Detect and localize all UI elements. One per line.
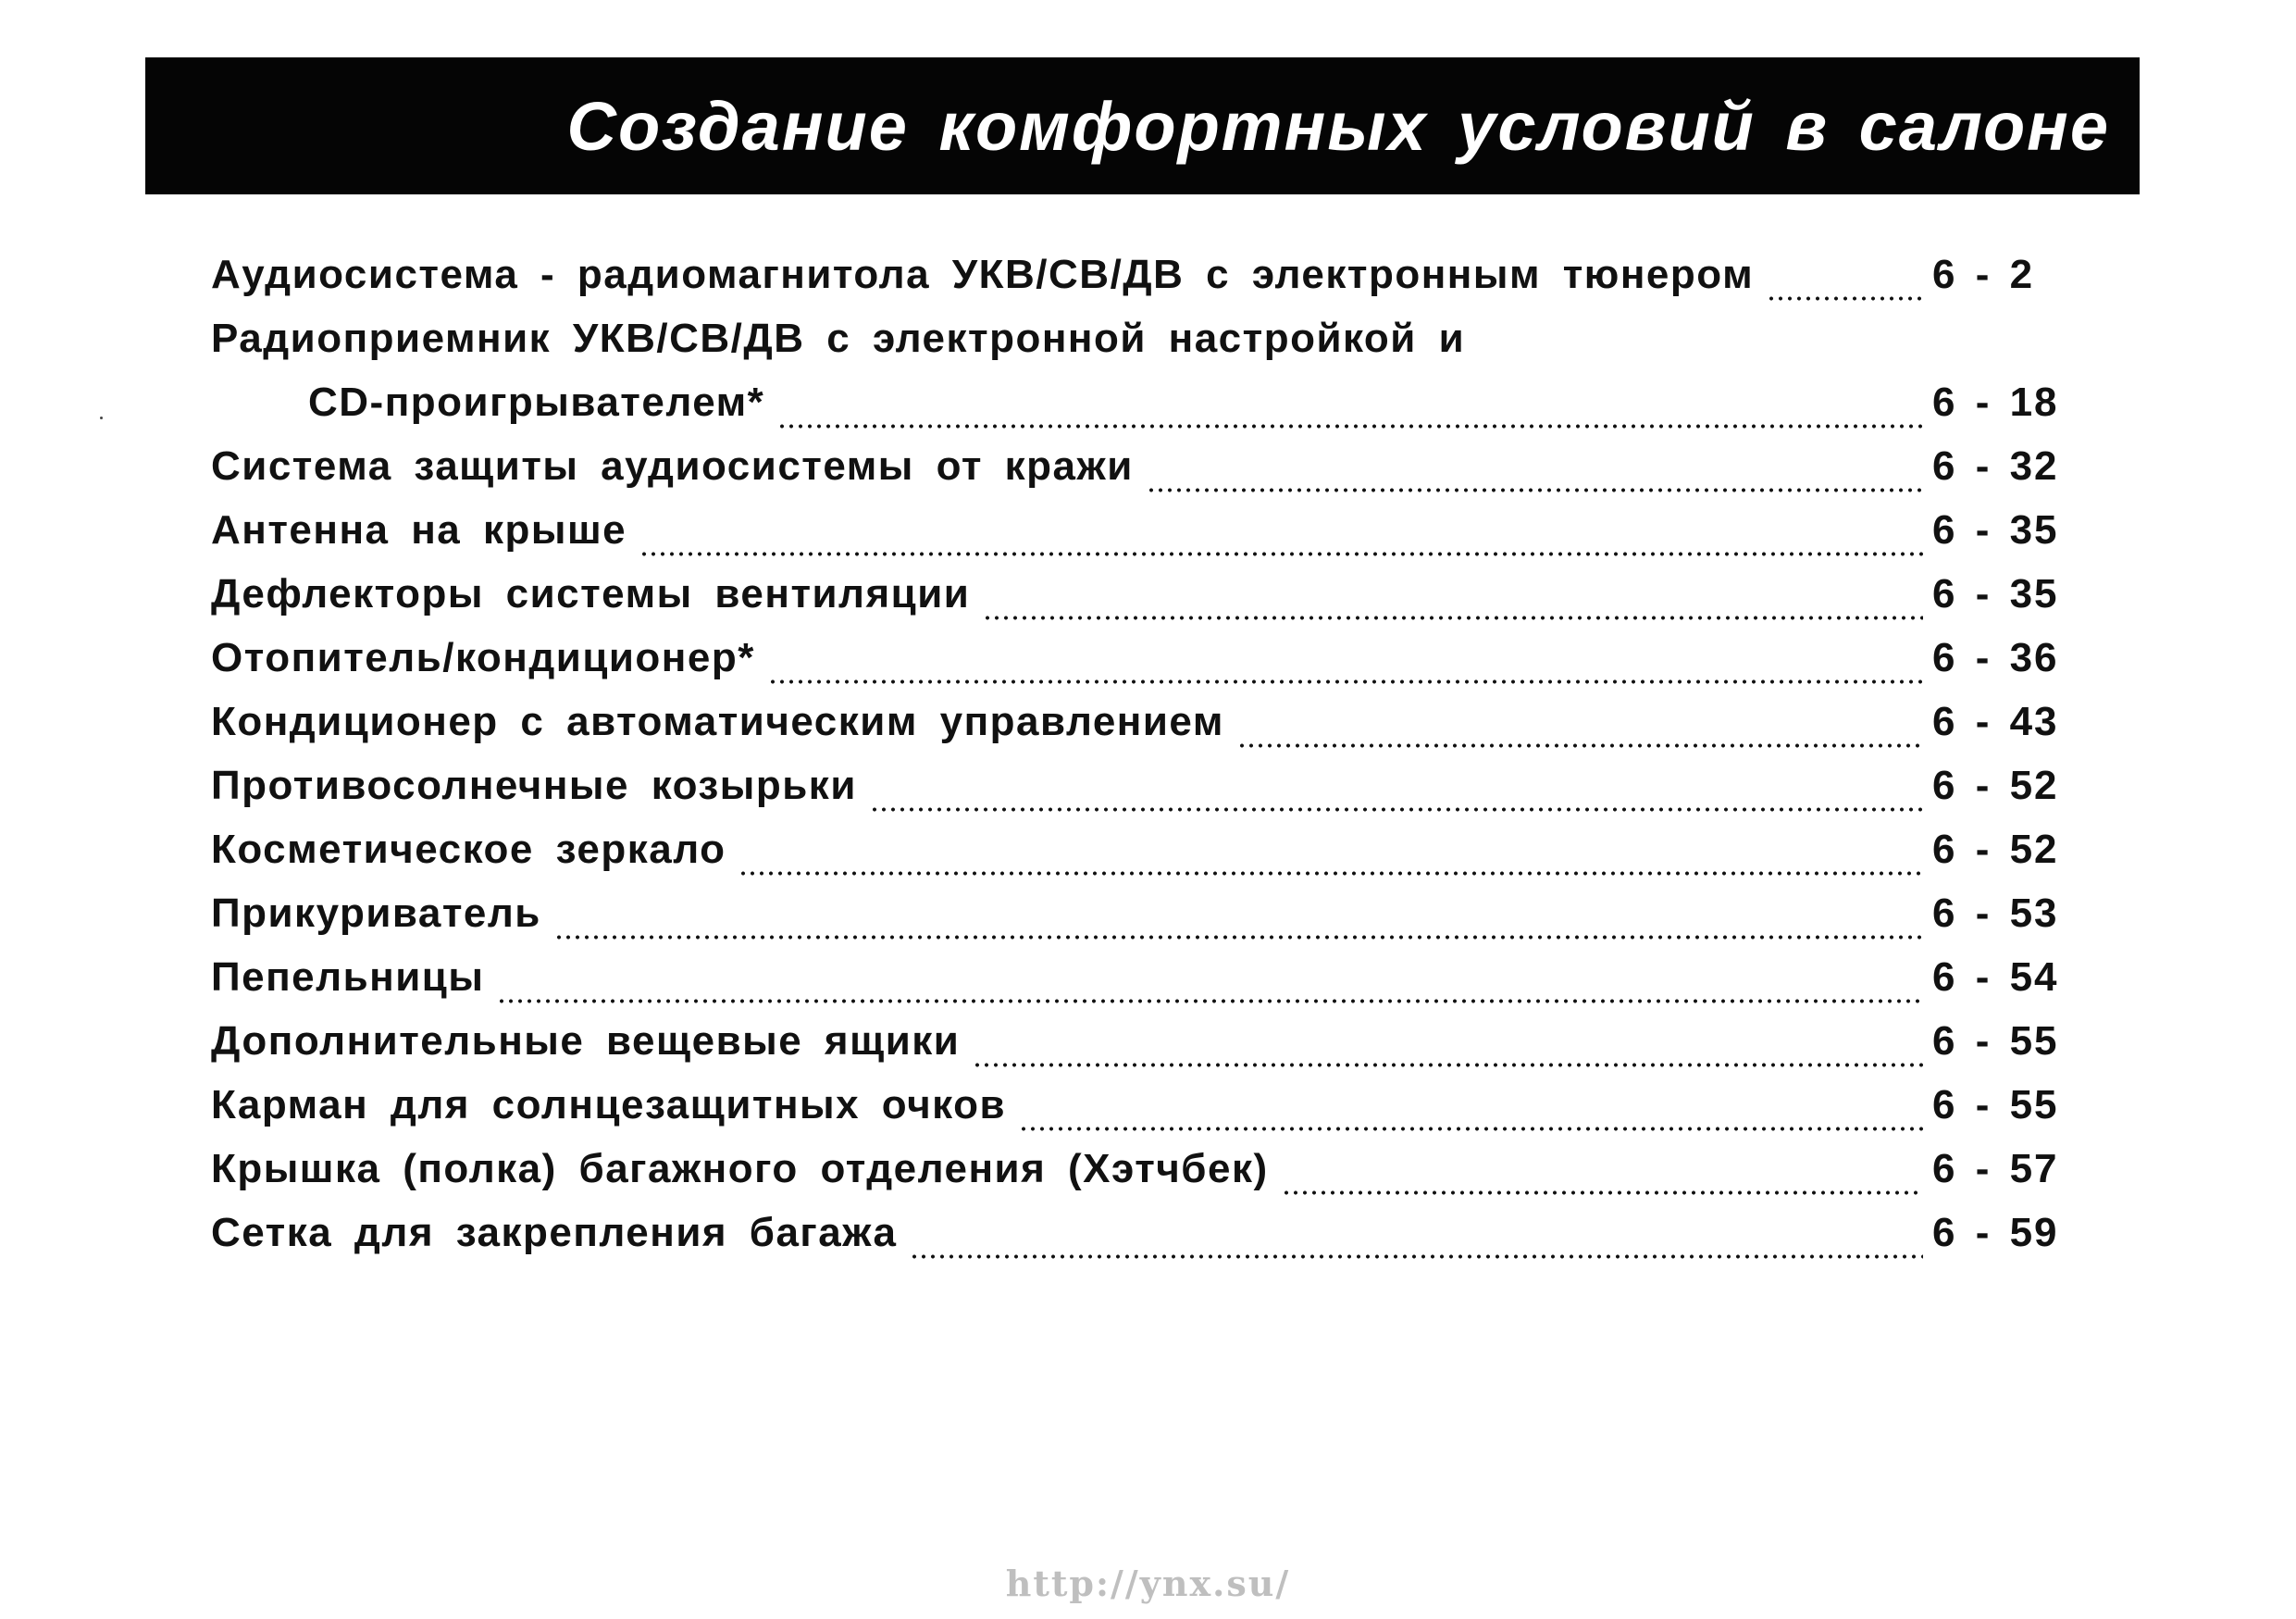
toc-entry[interactable] (211, 252, 2062, 316)
toc-entry-label: Антенна на крыше (211, 507, 627, 553)
toc-entry[interactable] (211, 571, 2062, 635)
toc-entry-page: 6 - 53 (1932, 890, 2059, 936)
toc-entry-label: Система защиты аудиосистемы от кражи (211, 443, 1134, 489)
toc-entry-label: Кондиционер с автоматическим управлением (211, 699, 1224, 744)
toc-entry-label: Карман для солнцезащитных очков (211, 1082, 1007, 1127)
table-of-contents (211, 252, 2062, 1274)
toc-entry-continuation[interactable] (211, 380, 2062, 443)
toc-entry-page: 6 - 35 (1932, 507, 2059, 553)
toc-entry[interactable] (211, 699, 2062, 763)
toc-entry-label: Дефлекторы системы вентиляции (211, 571, 971, 616)
toc-entry-page: 6 - 57 (1932, 1146, 2059, 1191)
toc-entry[interactable] (211, 1018, 2062, 1082)
toc-entry-page: 6 - 43 (1932, 699, 2059, 744)
toc-entry[interactable] (211, 827, 2062, 890)
toc-entry[interactable] (211, 1146, 2062, 1210)
toc-entry-page: 6 - 55 (1932, 1082, 2059, 1127)
dot-leader (777, 424, 1923, 429)
toc-entry[interactable] (211, 635, 2062, 699)
toc-entry-page: 6 - 18 (1932, 380, 2059, 425)
dot-leader (1147, 488, 1923, 492)
dot-leader (870, 807, 1923, 812)
dot-leader (1237, 743, 1923, 748)
toc-entry-label: Сетка для закрепления багажа (211, 1210, 898, 1255)
toc-entry-page: 6 - 36 (1932, 635, 2059, 680)
dot-leader (738, 871, 1923, 876)
section-header-bar (145, 57, 2140, 194)
toc-entry-label: Дополнительные вещевые ящики (211, 1018, 961, 1064)
toc-entry[interactable] (211, 507, 2062, 571)
toc-entry-label: Пепельницы (211, 954, 485, 1000)
dot-leader (497, 999, 1923, 1003)
toc-entry-page: 6 - 59 (1932, 1210, 2059, 1255)
toc-entry-label: Прикуриватель (211, 890, 541, 936)
dot-leader (1019, 1127, 1923, 1131)
scan-speck (100, 417, 103, 419)
section-title: Создание комфортных условий в салоне (566, 87, 2110, 165)
toc-entry-label: Противосолнечные козырьки (211, 763, 857, 808)
toc-entry[interactable] (211, 954, 2062, 1018)
dot-leader (768, 679, 1923, 684)
toc-entry-page: 6 - 52 (1932, 827, 2059, 872)
dot-leader (973, 1063, 1923, 1067)
toc-entry-page: 6 - 35 (1932, 571, 2059, 616)
toc-entry-label: Аудиосистема - радиомагнитола УКВ/СВ/ДВ с электронным тюнером (211, 252, 1755, 297)
toc-entry-label: Радиоприемник УКВ/СВ/ДВ с электронной настройкой и (211, 316, 1466, 361)
toc-entry-page: 6 - 32 (1932, 443, 2059, 489)
toc-entry-page: 6 - 2 (1932, 252, 2035, 297)
toc-entry-label: Отопитель/кондиционер* (211, 635, 755, 680)
dot-leader (639, 552, 1923, 556)
footer-watermark-url: http://ynx.su/ (1005, 1563, 1291, 1604)
toc-entry[interactable] (211, 763, 2062, 827)
toc-entry-label: Косметическое зеркало (211, 827, 726, 872)
dot-leader (910, 1254, 1923, 1259)
toc-entry[interactable] (211, 890, 2062, 954)
toc-entry-page: 6 - 55 (1932, 1018, 2059, 1064)
toc-entry[interactable] (211, 1210, 2062, 1274)
toc-entry[interactable] (211, 316, 2062, 380)
dot-leader (554, 935, 1923, 940)
toc-entry-label: Крышка (полка) багажного отделения (Хэтчбек) (211, 1146, 1269, 1191)
dot-leader (983, 616, 1923, 620)
toc-entry-page: 6 - 54 (1932, 954, 2059, 1000)
toc-entry-label: CD-проигрывателем* (308, 380, 765, 425)
dot-leader (1767, 296, 1923, 301)
dot-leader (1282, 1190, 1923, 1195)
toc-entry-page: 6 - 52 (1932, 763, 2059, 808)
toc-entry[interactable] (211, 1082, 2062, 1146)
toc-entry[interactable] (211, 443, 2062, 507)
